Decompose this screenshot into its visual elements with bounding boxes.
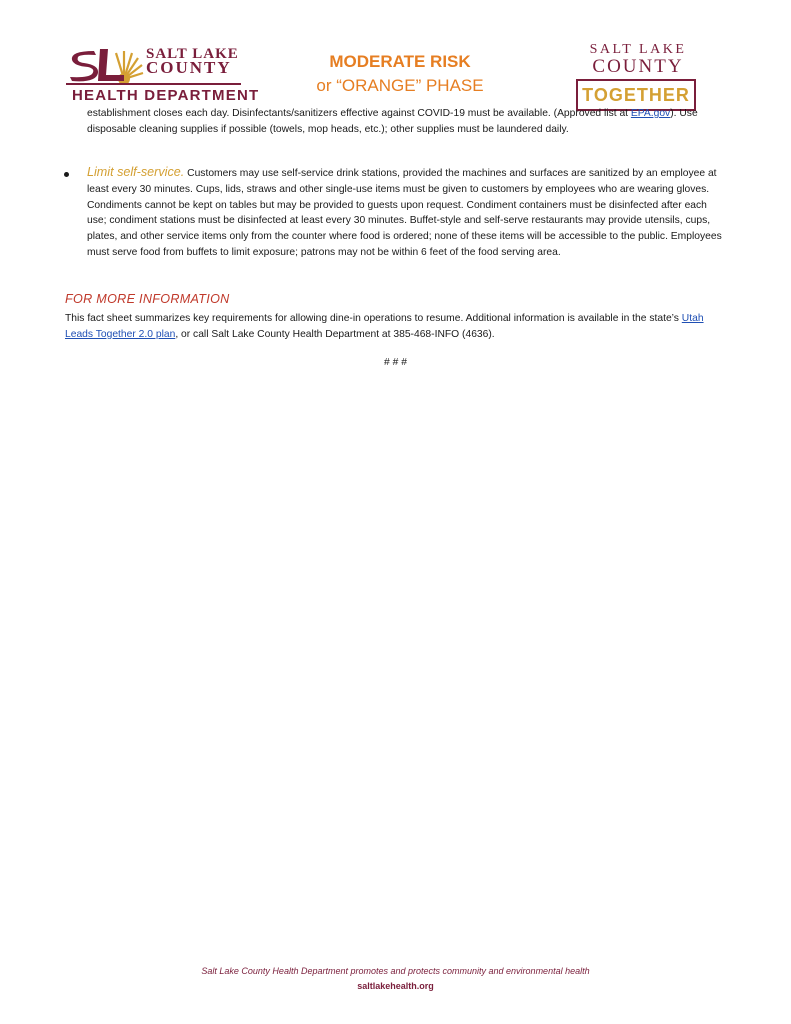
risk-level-title: MODERATE RISK xyxy=(329,52,471,71)
continuation-text-end: ). Use disposable cleaning supplies if possible (towels, mop heads, etc.); other supplies must be laundered daily. xyxy=(87,108,698,135)
bullet-icon xyxy=(64,172,69,177)
bullet-lead: Limit self-service. xyxy=(87,165,185,179)
continuation-paragraph xyxy=(87,106,727,138)
more-info-paragraph xyxy=(65,311,730,343)
continuation-text-start: establishment closes each day. Disinfectants/sanitizers effective against COVID-19 must be available. (Approved list at xyxy=(87,108,631,119)
bullet-text: Customers may use self-service drink stations, provided the machines and surfaces are sanitized by an employee at least every 30 minutes. Cups, lids, straws and other single-use items must be given to customers by employees who are wearing gloves. Condiments cannot be kept on tables but may be provided to guests upon request. Condiment containers must be disinfected after each use; condiment stations must be disinfected at least every 30 minutes. Buffet-style and self-serve restaurants may provide utensils, cups, plates, and other service items only from the counter where food is ordered; none of these items will be accessible to the public. Employees must serve food from buffets to limit exposure; patrons may not be within 6 feet of the food serving area. xyxy=(87,168,722,258)
more-info-heading: FOR MORE INFORMATION xyxy=(65,292,230,306)
footer-tagline: Salt Lake County Health Department promotes and protects community and environmental health xyxy=(201,966,590,976)
self-service-bullet xyxy=(87,165,727,261)
sl-sunburst-icon xyxy=(66,45,144,83)
page-footer xyxy=(0,964,791,994)
together-logo-line1: SALT LAKE xyxy=(589,42,687,57)
phase-subtitle: or “ORANGE” PHASE xyxy=(316,76,484,95)
phase-title xyxy=(290,50,510,98)
footer-website: saltlakehealth.org xyxy=(357,981,434,991)
end-mark: # # # xyxy=(384,357,407,368)
logo-divider xyxy=(66,83,241,85)
department-name: HEALTH DEPARTMENT xyxy=(72,87,260,104)
together-logo-name xyxy=(576,41,700,75)
county-name-line1: SALT LAKE xyxy=(146,46,239,62)
more-info-text-end: , or call Salt Lake County Health Department at 385-468-INFO (4636). xyxy=(175,328,495,340)
epa-link[interactable]: EPA.gov xyxy=(630,108,671,119)
utah-leads-together-link[interactable]: Utah Leads Together 2.0 plan xyxy=(65,313,704,340)
county-name-line2: COUNTY xyxy=(146,58,232,77)
together-logo-line2: COUNTY xyxy=(592,56,684,77)
county-name xyxy=(146,47,239,75)
health-department-logo xyxy=(66,45,260,105)
county-together-logo xyxy=(576,41,700,113)
more-info-text-start: This fact sheet summarizes key requirements for allowing dine-in operations to resume. Additional information is available in the state’s xyxy=(65,313,682,324)
together-badge: TOGETHER xyxy=(576,79,696,111)
